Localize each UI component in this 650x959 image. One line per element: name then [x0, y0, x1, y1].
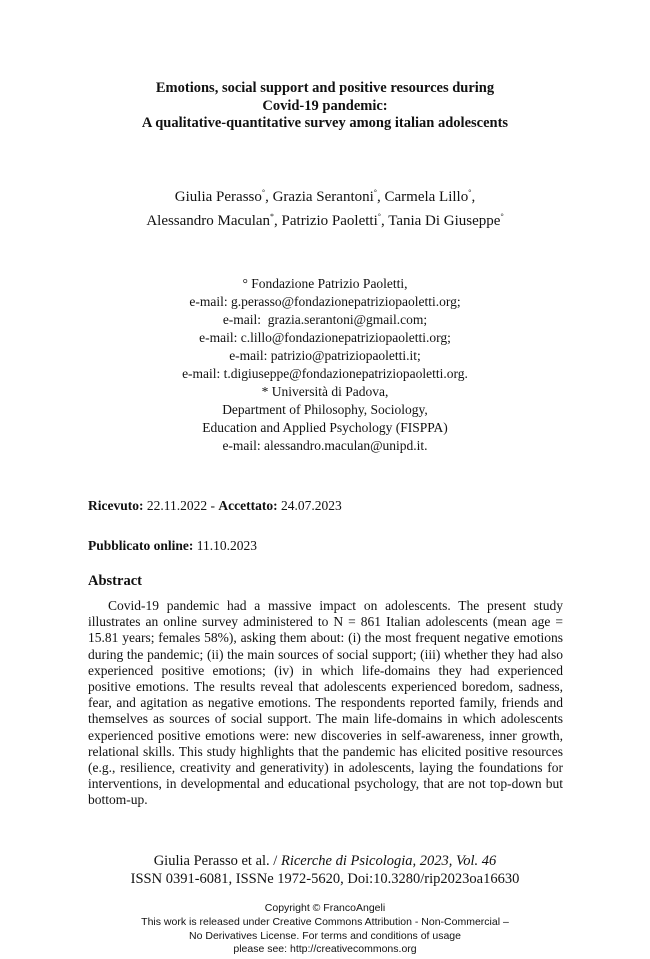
abstract-text: Covid-19 pandemic had a massive impact on adolescents. The present study illustrates an online survey administered to N = 861 Italian adolescents (mean age = 15.81 years; females 58%), asking them about: (i) the most frequent negative emotions during the pandemic; (ii) the main sources of social support; (iii) whether they had also experienced positive emotions; (iv) in which life-domains they had experienced positive emotions. The results reveal that adolescents experienced boredom, sadness, fear, and agitation as negative emotions. The respondents reported family, friends and themselves as sources of social support. The main life-domains in which adolescents experienced positive emotions were: new discoveries in self-awareness, inner growth, relational skills. This study highlights that the pandemic has elicited positive resources (e.g., resilience, creativity and generativity) in adolescents, laying the foundations for interventions, in developmental and educational psychology, that are not top-down but bottom-up. — [88, 598, 563, 808]
author-list — [60, 183, 590, 231]
license-line: This work is released under Creative Commons Attribution - Non-Commercial – — [141, 915, 509, 928]
affiliation-line: Education and Applied Psychology (FISPPA) — [202, 420, 448, 435]
published-online — [88, 538, 257, 554]
author-line-2: Alessandro Maculan*, Patrizio Paoletti°, Tania Di Giuseppe° — [146, 212, 504, 229]
received-date: 22.11.2022 — [146, 498, 208, 513]
abstract-heading: Abstract — [88, 573, 142, 589]
paper-title — [60, 80, 590, 133]
accepted-date: 24.07.2023 — [280, 498, 342, 513]
author-mark: ° — [468, 188, 472, 197]
citation-issn: ISSN 0391-6081, ISSNe 1972-5620, Doi:10.3280/rip2023oa16630 — [130, 871, 520, 887]
citation-line — [60, 852, 590, 870]
author-name: Patrizio Paoletti — [281, 213, 378, 229]
author-mark: ° — [500, 212, 504, 221]
affiliation-line: ° Fondazione Patrizio Paoletti, — [242, 276, 408, 291]
title-line-2: Covid-19 pandemic: — [262, 97, 388, 114]
license-block — [60, 902, 590, 957]
license-link-line: please see: http://creativecommons.org — [233, 943, 417, 956]
citation-journal: Ricerche di Psicologia, 2023, Vol. 46 — [280, 853, 497, 869]
email-line: e-mail: alessandro.maculan@unipd.it. — [222, 438, 428, 453]
author-mark: ° — [373, 188, 377, 197]
citation-authors: Giulia Perasso et al. / — [153, 853, 281, 869]
affiliation-line: Department of Philosophy, Sociology, — [222, 402, 428, 417]
email-line: e-mail: t.digiuseppe@fondazionepatriziopaoletti.org. — [182, 366, 468, 381]
author-mark: ° — [377, 212, 381, 221]
author-name: Carmela Lillo — [384, 189, 469, 205]
affiliations — [60, 275, 590, 455]
author-name: Tania Di Giuseppe — [388, 213, 501, 229]
author-name: Alessandro Maculan — [146, 213, 271, 229]
author-name: Grazia Serantoni — [272, 189, 374, 205]
email-line: e-mail: g.perasso@fondazionepatriziopaoletti.org; — [189, 294, 461, 309]
received-accepted: Ricevuto: 22.11.2022 - Accettato: 24.07.2023 — [88, 498, 342, 513]
author-name: Giulia Perasso — [174, 189, 262, 205]
published-label: Pubblicato online: — [88, 538, 194, 553]
author-line-1: Giulia Perasso°, Grazia Serantoni°, Carmela Lillo°, — [174, 188, 476, 205]
author-mark: * — [270, 212, 275, 221]
author-mark: ° — [261, 188, 266, 197]
email-line: e-mail: c.lillo@fondazionepatriziopaoletti.org; — [199, 330, 451, 345]
email-line: e-mail: patrizio@patriziopaoletti.it; — [229, 348, 421, 363]
title-line-3: A qualitative-quantitative survey among italian adolescents — [141, 115, 509, 131]
received-label: Ricevuto: — [88, 498, 144, 513]
accepted-label: Accettato: — [218, 498, 278, 513]
citation-block — [60, 852, 590, 888]
email-line: e-mail: grazia.serantoni@gmail.com; — [222, 312, 428, 327]
published-date: 11.10.2023 — [196, 538, 258, 553]
copyright-line: Copyright © FrancoAngeli — [264, 902, 386, 914]
license-line: No Derivatives License. For terms and conditions of usage — [189, 929, 461, 942]
title-line-1: Emotions, social support and positive resources during — [155, 80, 495, 96]
affiliation-line: * Università di Padova, — [261, 384, 389, 399]
